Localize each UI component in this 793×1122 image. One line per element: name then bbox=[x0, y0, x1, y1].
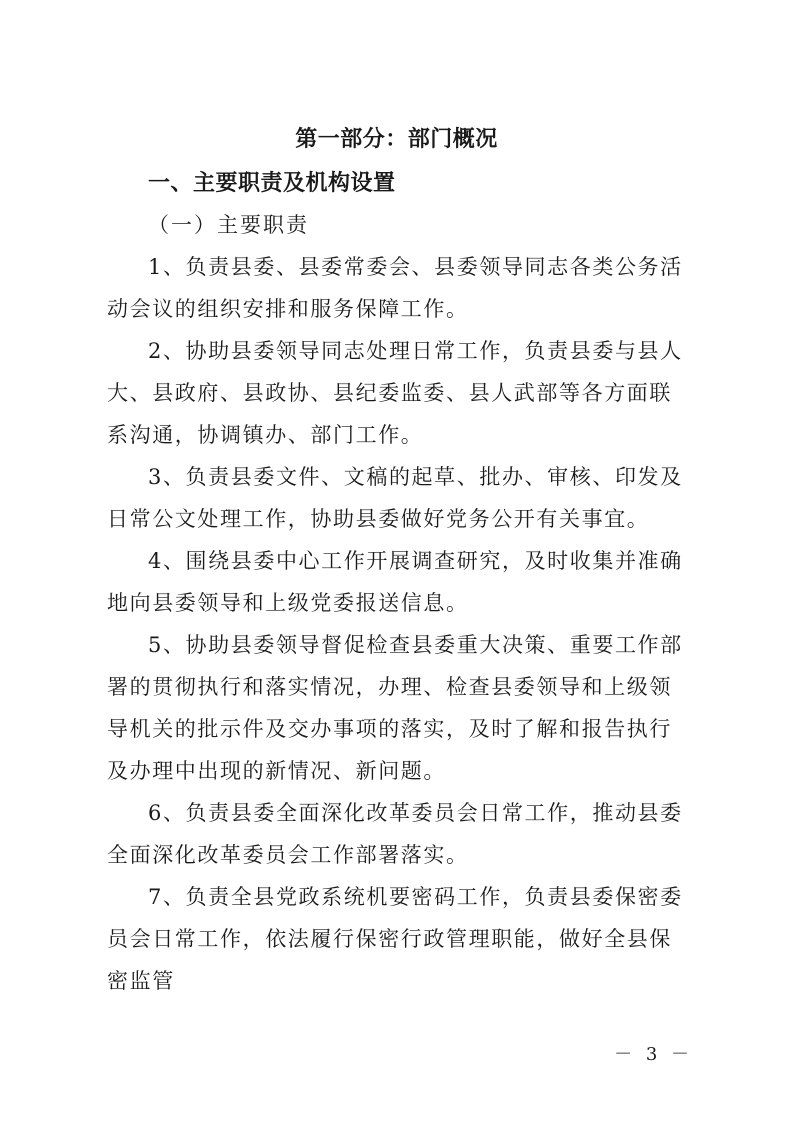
sub-heading: （一）主要职责 bbox=[148, 213, 309, 237]
paragraph-2: 2、协助县委领导同志处理日常工作，负责县委与县人大、县政府、县政协、县纪委监委、县人武部等各方面联系沟通，协调镇办、部门工作。 bbox=[107, 339, 683, 447]
body-text bbox=[107, 246, 693, 1002]
paragraph-3: 3、负责县委文件、文稿的起草、批办、审核、印发及日常公文处理工作，协助县委做好党务公开有关事宜。 bbox=[107, 465, 683, 531]
page-number: － 3 － bbox=[614, 1044, 693, 1065]
paragraph-5: 5、协助县委领导督促检查县委重大决策、重要工作部署的贯彻执行和落实情况，办理、检查县委领导和上级领导机关的批示件及交办事项的落实，及时了解和报告执行及办理中出现的新情况、新问题。 bbox=[107, 633, 683, 783]
paragraph-1: 1、负责县委、县委常委会、县委领导同志各类公务活动会议的组织安排和服务保障工作。 bbox=[107, 255, 683, 321]
section-heading: 一、主要职责及机构设置 bbox=[148, 171, 396, 196]
paragraph-6: 6、负责县委全面深化改革委员会日常工作，推动县委全面深化改革委员会工作部署落实。 bbox=[107, 801, 683, 867]
page-title: 第一部分：部门概况 bbox=[295, 126, 498, 152]
paragraph-4: 4、围绕县委中心工作开展调查研究，及时收集并准确地向县委领导和上级党委报送信息。 bbox=[107, 549, 683, 615]
paragraph-7: 7、负责全县党政系统机要密码工作，负责县委保密委员会日常工作，依法履行保密行政管理职能，做好全县保密监管 bbox=[107, 885, 683, 993]
